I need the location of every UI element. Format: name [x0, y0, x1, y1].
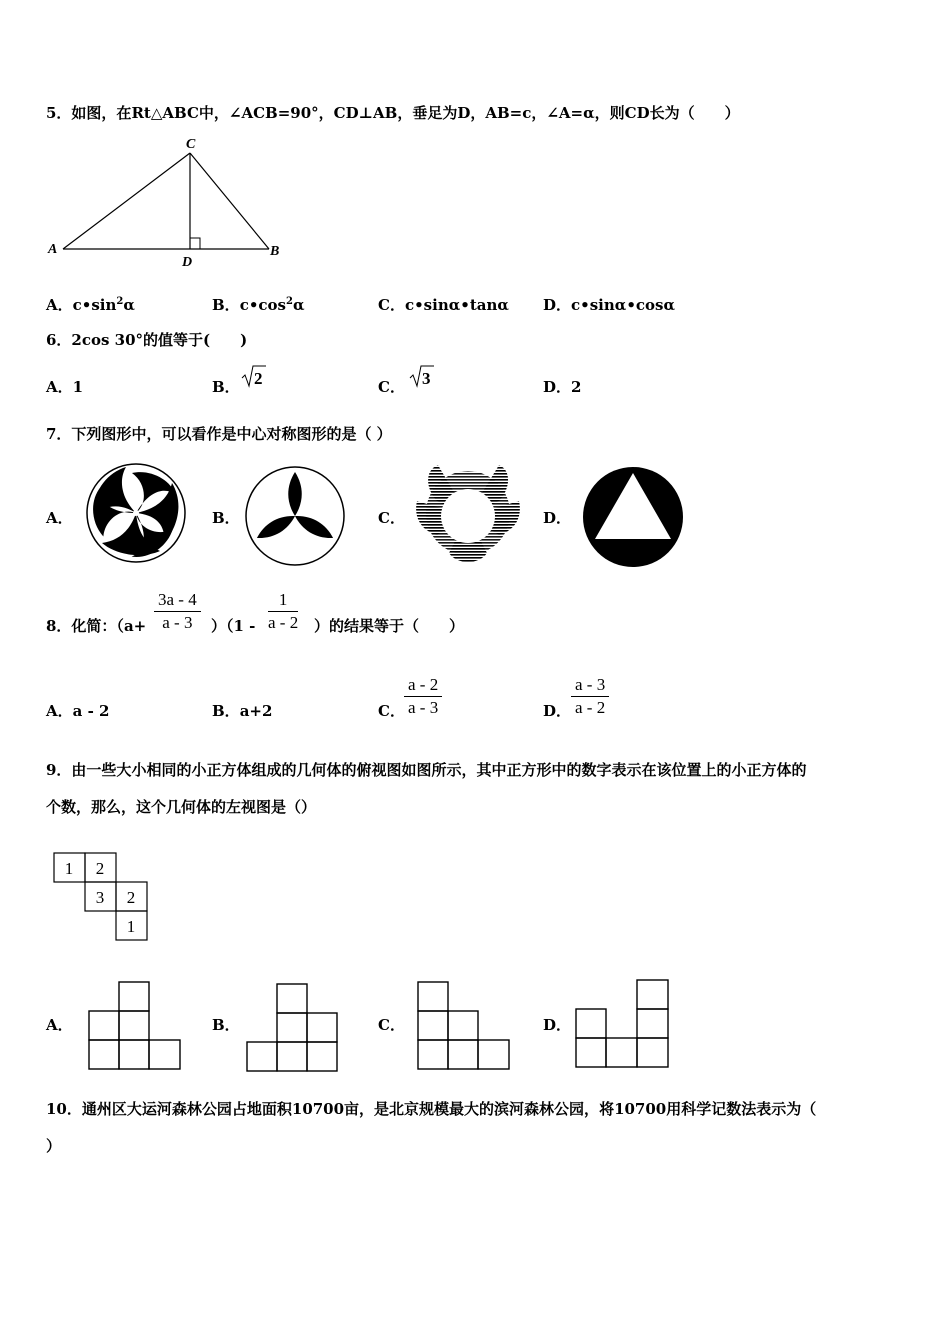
q6-stem: 6．2cos 30°的值等于( ) — [46, 331, 248, 349]
q10-stem-line1: 10．通州区大运河森林公园占地面积10700亩，是北京规模最大的滨河森林公园，将10700用科学记数法表示为（ — [46, 1100, 817, 1118]
svg-text:1: 1 — [64, 859, 74, 878]
label-d: D — [182, 255, 193, 270]
q8-option-b[interactable]: B．a+2 — [212, 702, 273, 720]
q7-option-b[interactable]: B． — [212, 509, 240, 527]
q8-fraction-2: $\frac{1}{a - 2}$ — [268, 590, 299, 632]
sqrt2-symbol — [240, 364, 270, 390]
q5-option-a[interactable]: A．$c•\sin^2\alpha$ — [46, 296, 135, 314]
q5-option-d[interactable]: D．c•sinα•cosα — [543, 296, 676, 314]
triangle-in-circle-icon — [582, 466, 684, 568]
q8-option-c[interactable]: C． — [378, 702, 405, 720]
three-leaf-icon — [244, 465, 346, 567]
q6-option-b[interactable]: B． — [212, 378, 240, 396]
q6-option-a[interactable]: A．1 — [46, 378, 84, 396]
svg-text:2: 2 — [254, 369, 263, 388]
q5-option-b[interactable]: B．$c•\cos^2\alpha$ — [212, 296, 305, 314]
q5-triangle-figure — [44, 134, 294, 274]
sqrt3-symbol — [408, 364, 438, 390]
q7-stem: 7．下列图形中，可以看作是中心对称图形的是（ ） — [46, 425, 392, 443]
q8-prefix: 8．化简：（a+ — [46, 617, 147, 635]
q9-option-c-view — [417, 981, 512, 1071]
q9-option-b-view — [246, 983, 341, 1073]
q9-option-a-view — [88, 981, 183, 1071]
q5-stem: 5．如图，在Rt△ABC中，∠ACB=90°，CD⊥AB，垂足为D，AB=c，∠A=α，则CD长为（ ） — [46, 104, 740, 122]
q8-option-c-fraction: $\frac{a - 2}{a - 3}$ — [404, 675, 442, 718]
label-a: A — [48, 242, 58, 257]
q9-option-a[interactable]: A． — [46, 1016, 73, 1034]
q9-stem-line1: 9．由一些大小相同的小正方体组成的几何体的俯视图如图所示，其中正方形中的数字表示在该位置上的小正方体的 — [46, 761, 807, 779]
q9-option-c[interactable]: C． — [378, 1016, 405, 1034]
q9-option-b[interactable]: B． — [212, 1016, 240, 1034]
q9-option-d[interactable]: D． — [543, 1016, 572, 1034]
q5-option-c[interactable]: C．c•sinα•tanα — [378, 296, 509, 314]
triskelion-icon — [85, 462, 187, 564]
q7-option-a[interactable]: A． — [46, 509, 73, 527]
q8-option-d-fraction: $\frac{a - 3}{a - 2}$ — [571, 675, 609, 718]
svg-text:2: 2 — [95, 859, 105, 878]
svg-text:2: 2 — [126, 888, 136, 907]
striped-flower-icon — [413, 461, 523, 565]
q6-option-d[interactable]: D．2 — [543, 378, 582, 396]
q8-suffix: ）的结果等于（ ） — [314, 617, 465, 635]
label-b: B — [270, 244, 280, 259]
top-view-grid — [54, 853, 150, 943]
q9-option-d-view — [575, 979, 673, 1071]
svg-text:1: 1 — [126, 917, 136, 936]
q8-fraction-1: $\frac{3a - 4}{a - 3}$ — [154, 590, 201, 633]
q8-option-a[interactable]: A．a - 2 — [46, 702, 110, 720]
q6-option-c[interactable]: C． — [378, 378, 405, 396]
q9-stem-line2: 个数，那么，这个几何体的左视图是（） — [46, 798, 317, 816]
q8-option-d[interactable]: D． — [543, 702, 572, 720]
q7-option-d[interactable]: D． — [543, 509, 572, 527]
q10-stem-line2: ） — [46, 1137, 62, 1155]
svg-text:3: 3 — [422, 369, 431, 388]
q8-mid: ）（1 - — [211, 617, 256, 635]
q7-option-c[interactable]: C． — [378, 509, 405, 527]
label-c: C — [186, 137, 196, 152]
svg-text:3: 3 — [95, 888, 105, 907]
